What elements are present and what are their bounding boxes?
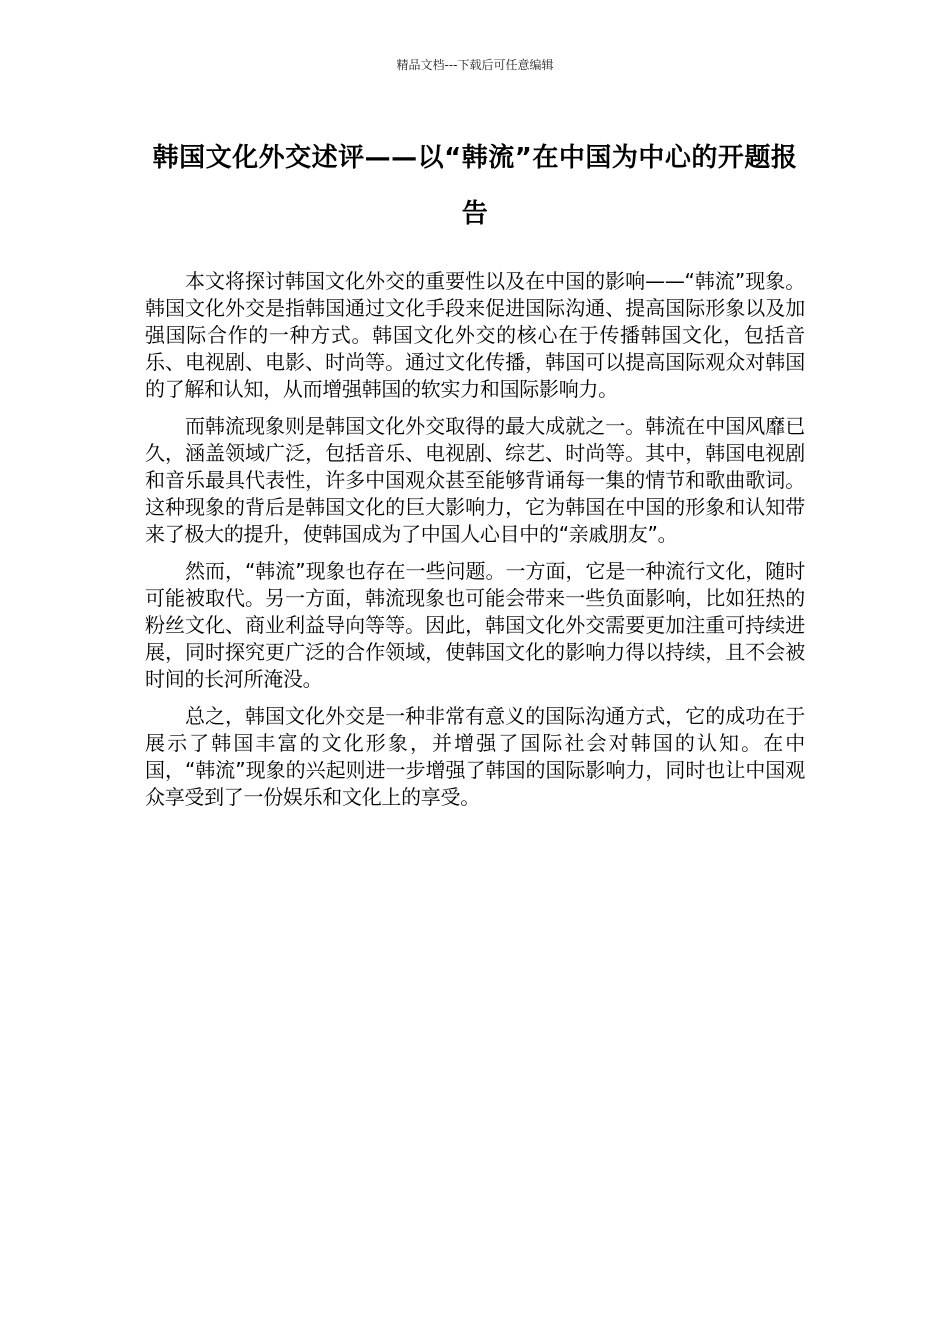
page-header: 精品文档---下载后可任意编辑 (396, 58, 554, 72)
paragraph: 总之，韩国文化外交是一种非常有意义的国际沟通方式，它的成功在于展示了韩国丰富的文化形象，并增强了国际社会对韩国的认知。在中国，“韩流”现象的兴起则进一步增强了韩国的国际影响力，同时也让中国观众享受到了一份娱乐和文化上的享受。 (145, 704, 805, 809)
document-body (145, 268, 805, 821)
paragraph: 而韩流现象则是韩国文化外交取得的最大成就之一。韩流在中国风靡已久，涵盖领域广泛，包括音乐、电视剧、综艺、时尚等。其中，韩国电视剧和音乐最具代表性，许多中国观众甚至能够背诵每一集的情节和歌曲歌词。这种现象的背后是韩国文化的巨大影响力，它为韩国在中国的形象和认知带来了极大的提升，使韩国成为了中国人心目中的“亲戚朋友”。 (145, 414, 805, 546)
document-title: 韩国文化外交述评——以“韩流”在中国为中心的开题报告 (152, 143, 798, 229)
paragraph: 本文将探讨韩国文化外交的重要性以及在中国的影响——“韩流”现象。韩国文化外交是指韩国通过文化手段来促进国际沟通、提高国际形象以及加强国际合作的一种方式。韩国文化外交的核心在于传播韩国文化，包括音乐、电视剧、电影、时尚等。通过文化传播，韩国可以提高国际观众对韩国的了解和认知，从而增强韩国的软实力和国际影响力。 (145, 269, 805, 401)
paragraph: 然而，“韩流”现象也存在一些问题。一方面，它是一种流行文化，随时可能被取代。另一方面，韩流现象也可能会带来一些负面影响，比如狂热的粉丝文化、商业利益导向等等。因此，韩国文化外交需要更加注重可持续进展，同时探究更广泛的合作领域，使韩国文化的影响力得以持续，且不会被时间的长河所淹没。 (145, 559, 805, 691)
